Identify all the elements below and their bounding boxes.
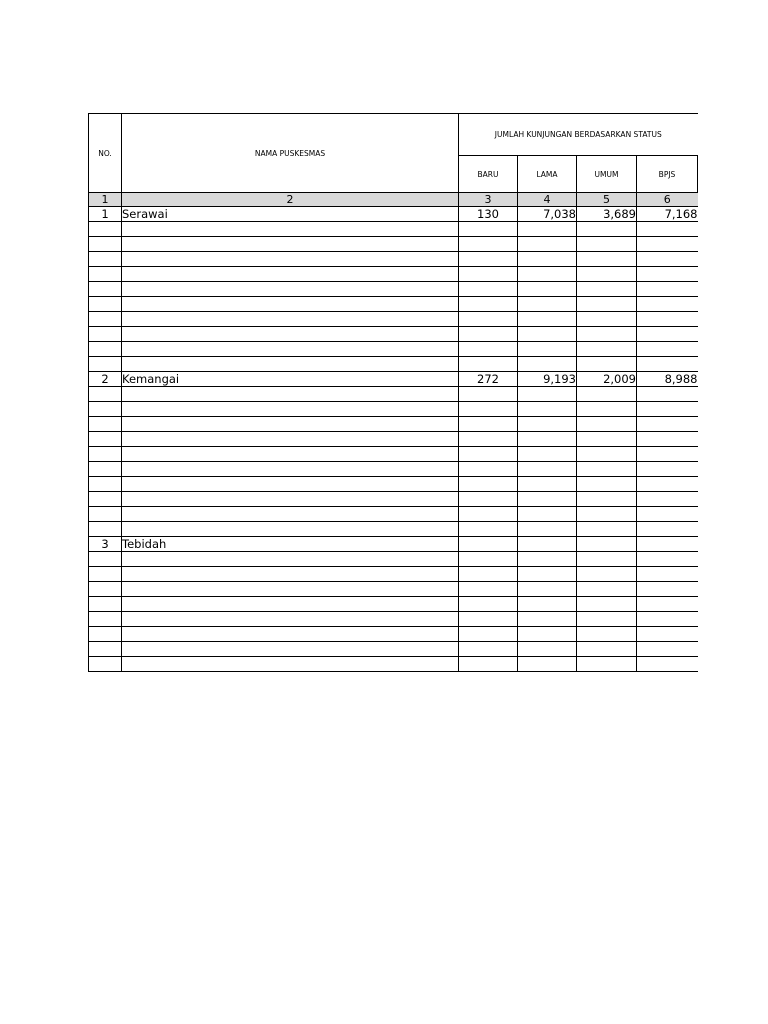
puskesmas-name-cell — [122, 357, 459, 372]
baru-cell — [459, 507, 518, 522]
row-number-cell — [89, 492, 122, 507]
bpjs-cell — [637, 477, 698, 492]
baru-cell — [459, 642, 518, 657]
row-number-cell — [89, 552, 122, 567]
puskesmas-name-cell — [122, 582, 459, 597]
table-row — [89, 627, 698, 642]
lama-cell — [518, 507, 577, 522]
baru-cell — [459, 312, 518, 327]
lama-cell — [518, 582, 577, 597]
bpjs-cell — [637, 597, 698, 612]
column-number-row — [89, 193, 698, 207]
lama-cell — [518, 252, 577, 267]
lama-cell — [518, 552, 577, 567]
lama-cell: 9,193 — [518, 372, 577, 387]
baru-cell — [459, 522, 518, 537]
row-number-cell — [89, 642, 122, 657]
row-number-cell — [89, 657, 122, 672]
bpjs-cell — [637, 537, 698, 552]
baru-cell — [459, 342, 518, 357]
row-number-cell: 1 — [89, 207, 122, 222]
table-row — [89, 237, 698, 252]
puskesmas-name-cell — [122, 237, 459, 252]
puskesmas-name-cell — [122, 222, 459, 237]
row-number-cell — [89, 237, 122, 252]
row-number-cell — [89, 402, 122, 417]
baru-cell — [459, 222, 518, 237]
bpjs-cell — [637, 357, 698, 372]
table-row — [89, 522, 698, 537]
row-number-cell — [89, 447, 122, 462]
bpjs-cell — [637, 222, 698, 237]
table-row — [89, 252, 698, 267]
table-row — [89, 312, 698, 327]
row-number-cell — [89, 522, 122, 537]
baru-cell — [459, 417, 518, 432]
table-row — [89, 282, 698, 297]
lama-cell — [518, 657, 577, 672]
umum-cell — [577, 582, 637, 597]
umum-cell — [577, 642, 637, 657]
puskesmas-name-cell: Serawai — [122, 207, 459, 222]
lama-cell — [518, 477, 577, 492]
puskesmas-name-cell — [122, 492, 459, 507]
umum-cell — [577, 507, 637, 522]
bpjs-cell — [637, 462, 698, 477]
baru-cell: 130 — [459, 207, 518, 222]
row-number-cell — [89, 297, 122, 312]
umum-cell — [577, 567, 637, 582]
row-number-cell — [89, 582, 122, 597]
baru-cell — [459, 357, 518, 372]
lama-cell — [518, 522, 577, 537]
baru-cell — [459, 612, 518, 627]
table-row — [89, 297, 698, 312]
bpjs-cell: 8,988 — [637, 372, 698, 387]
lama-cell — [518, 327, 577, 342]
table-body — [89, 207, 698, 672]
column-number: 3 — [459, 193, 518, 207]
puskesmas-name-cell — [122, 462, 459, 477]
baru-cell — [459, 327, 518, 342]
umum-cell — [577, 522, 637, 537]
column-number: 5 — [577, 193, 637, 207]
lama-cell — [518, 597, 577, 612]
umum-cell — [577, 357, 637, 372]
bpjs-cell — [637, 237, 698, 252]
puskesmas-name-cell — [122, 387, 459, 402]
umum-cell — [577, 447, 637, 462]
umum-cell — [577, 552, 637, 567]
puskesmas-name-cell — [122, 327, 459, 342]
umum-cell — [577, 402, 637, 417]
bpjs-cell — [637, 507, 698, 522]
puskesmas-name-cell — [122, 447, 459, 462]
table-row — [89, 357, 698, 372]
table-row — [89, 552, 698, 567]
umum-cell — [577, 297, 637, 312]
bpjs-cell — [637, 627, 698, 642]
baru-cell — [459, 282, 518, 297]
bpjs-cell — [637, 312, 698, 327]
puskesmas-name-cell — [122, 432, 459, 447]
row-number-cell — [89, 222, 122, 237]
lama-cell — [518, 312, 577, 327]
baru-cell: 272 — [459, 372, 518, 387]
baru-cell — [459, 477, 518, 492]
bpjs-cell — [637, 297, 698, 312]
table-row — [89, 582, 698, 597]
table-row — [89, 642, 698, 657]
umum-cell — [577, 537, 637, 552]
table-row — [89, 342, 698, 357]
puskesmas-name-cell: Tebidah — [122, 537, 459, 552]
row-number-cell — [89, 507, 122, 522]
bpjs-cell — [637, 657, 698, 672]
umum-cell — [577, 492, 637, 507]
bpjs-cell — [637, 282, 698, 297]
bpjs-cell — [637, 267, 698, 282]
umum-cell — [577, 432, 637, 447]
puskesmas-name-cell — [122, 567, 459, 582]
table-row — [89, 477, 698, 492]
row-number-cell — [89, 357, 122, 372]
umum-cell — [577, 612, 637, 627]
lama-cell — [518, 642, 577, 657]
lama-cell — [518, 297, 577, 312]
lama-cell — [518, 612, 577, 627]
table-row — [89, 537, 698, 552]
row-number-cell — [89, 312, 122, 327]
table-row — [89, 507, 698, 522]
lama-cell — [518, 417, 577, 432]
lama-cell — [518, 282, 577, 297]
puskesmas-name-cell — [122, 657, 459, 672]
puskesmas-name-cell — [122, 267, 459, 282]
row-number-cell — [89, 612, 122, 627]
puskesmas-name-cell: Kemangai — [122, 372, 459, 387]
baru-cell — [459, 492, 518, 507]
table-row — [89, 417, 698, 432]
baru-cell — [459, 252, 518, 267]
baru-cell — [459, 402, 518, 417]
umum-cell — [577, 222, 637, 237]
lama-cell — [518, 567, 577, 582]
row-number-cell — [89, 327, 122, 342]
baru-cell — [459, 567, 518, 582]
row-number-cell — [89, 342, 122, 357]
baru-cell — [459, 267, 518, 282]
table-row — [89, 387, 698, 402]
row-number-cell — [89, 597, 122, 612]
row-number-cell — [89, 627, 122, 642]
puskesmas-name-cell — [122, 477, 459, 492]
baru-cell — [459, 297, 518, 312]
lama-cell — [518, 267, 577, 282]
table-row — [89, 222, 698, 237]
puskesmas-name-cell — [122, 417, 459, 432]
header-baru: BARU — [459, 156, 518, 193]
bpjs-cell — [637, 432, 698, 447]
bpjs-cell — [637, 582, 698, 597]
umum-cell — [577, 627, 637, 642]
puskesmas-name-cell — [122, 627, 459, 642]
umum-cell — [577, 312, 637, 327]
puskesmas-name-cell — [122, 297, 459, 312]
table-row — [89, 597, 698, 612]
table-row — [89, 612, 698, 627]
umum-cell — [577, 417, 637, 432]
lama-cell — [518, 432, 577, 447]
row-number-cell: 2 — [89, 372, 122, 387]
baru-cell — [459, 597, 518, 612]
lama-cell — [518, 447, 577, 462]
table-row — [89, 657, 698, 672]
column-number: 4 — [518, 193, 577, 207]
baru-cell — [459, 552, 518, 567]
lama-cell — [518, 537, 577, 552]
baru-cell — [459, 582, 518, 597]
bpjs-cell — [637, 387, 698, 402]
row-number-cell — [89, 387, 122, 402]
column-number: 6 — [637, 193, 698, 207]
umum-cell: 3,689 — [577, 207, 637, 222]
puskesmas-name-cell — [122, 402, 459, 417]
puskesmas-name-cell — [122, 522, 459, 537]
header-nama-puskesmas: NAMA PUSKESMAS — [122, 114, 459, 193]
puskesmas-name-cell — [122, 597, 459, 612]
table-row — [89, 207, 698, 222]
puskesmas-name-cell — [122, 507, 459, 522]
lama-cell — [518, 402, 577, 417]
column-number: 1 — [89, 193, 122, 207]
puskesmas-name-cell — [122, 642, 459, 657]
table-row — [89, 492, 698, 507]
bpjs-cell — [637, 402, 698, 417]
umum-cell — [577, 387, 637, 402]
lama-cell — [518, 357, 577, 372]
umum-cell: 2,009 — [577, 372, 637, 387]
table-row — [89, 402, 698, 417]
header-lama: LAMA — [518, 156, 577, 193]
table-row — [89, 432, 698, 447]
umum-cell — [577, 237, 637, 252]
baru-cell — [459, 237, 518, 252]
bpjs-cell: 7,168 — [637, 207, 698, 222]
row-number-cell: 3 — [89, 537, 122, 552]
umum-cell — [577, 267, 637, 282]
puskesmas-name-cell — [122, 252, 459, 267]
bpjs-cell — [637, 417, 698, 432]
baru-cell — [459, 462, 518, 477]
table-row — [89, 267, 698, 282]
puskesmas-name-cell — [122, 552, 459, 567]
row-number-cell — [89, 252, 122, 267]
header-bpjs: BPJS — [637, 156, 698, 193]
lama-cell — [518, 462, 577, 477]
umum-cell — [577, 657, 637, 672]
table-row — [89, 462, 698, 477]
row-number-cell — [89, 282, 122, 297]
umum-cell — [577, 342, 637, 357]
bpjs-cell — [637, 252, 698, 267]
lama-cell — [518, 387, 577, 402]
header-umum: UMUM — [577, 156, 637, 193]
row-number-cell — [89, 567, 122, 582]
umum-cell — [577, 252, 637, 267]
lama-cell — [518, 342, 577, 357]
puskesmas-name-cell — [122, 282, 459, 297]
bpjs-cell — [637, 612, 698, 627]
puskesmas-name-cell — [122, 312, 459, 327]
bpjs-cell — [637, 342, 698, 357]
umum-cell — [577, 597, 637, 612]
bpjs-cell — [637, 447, 698, 462]
lama-cell — [518, 492, 577, 507]
bpjs-cell — [637, 327, 698, 342]
umum-cell — [577, 327, 637, 342]
baru-cell — [459, 447, 518, 462]
table-row — [89, 447, 698, 462]
umum-cell — [577, 282, 637, 297]
lama-cell — [518, 237, 577, 252]
umum-cell — [577, 462, 637, 477]
row-number-cell — [89, 267, 122, 282]
row-number-cell — [89, 417, 122, 432]
baru-cell — [459, 537, 518, 552]
table-row — [89, 327, 698, 342]
lama-cell — [518, 627, 577, 642]
puskesmas-name-cell — [122, 612, 459, 627]
baru-cell — [459, 387, 518, 402]
header-jumlah-kunjungan: JUMLAH KUNJUNGAN BERDASARKAN STATUS — [459, 114, 698, 156]
puskesmas-visit-table — [88, 113, 698, 672]
lama-cell — [518, 222, 577, 237]
bpjs-cell — [637, 567, 698, 582]
table-row — [89, 372, 698, 387]
bpjs-cell — [637, 552, 698, 567]
row-number-cell — [89, 432, 122, 447]
lama-cell: 7,038 — [518, 207, 577, 222]
bpjs-cell — [637, 492, 698, 507]
table-row — [89, 567, 698, 582]
column-number: 2 — [122, 193, 459, 207]
header-no: NO. — [89, 114, 122, 193]
bpjs-cell — [637, 522, 698, 537]
baru-cell — [459, 627, 518, 642]
umum-cell — [577, 477, 637, 492]
baru-cell — [459, 432, 518, 447]
baru-cell — [459, 657, 518, 672]
row-number-cell — [89, 477, 122, 492]
row-number-cell — [89, 462, 122, 477]
puskesmas-name-cell — [122, 342, 459, 357]
bpjs-cell — [637, 642, 698, 657]
